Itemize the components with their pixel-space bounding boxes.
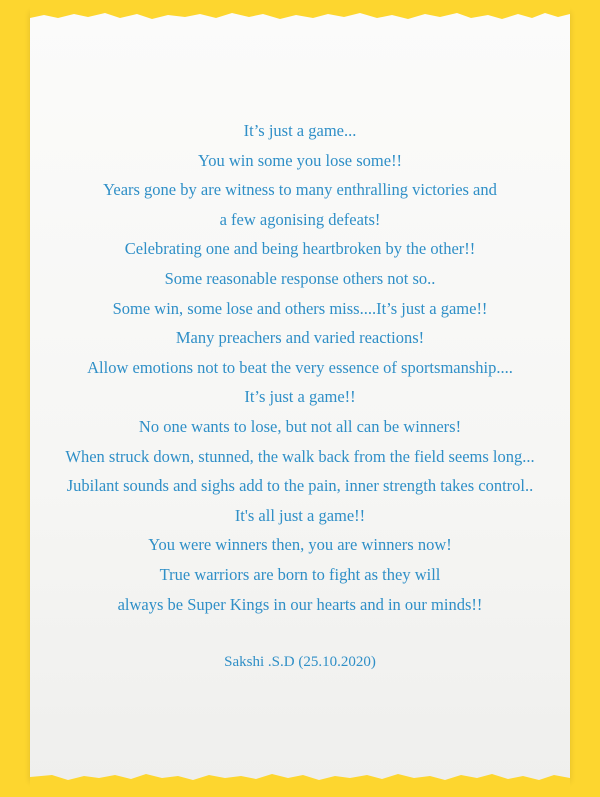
poem-line: a few agonising defeats!	[219, 209, 381, 229]
poem-signature: Sakshi .S.D (25.10.2020)	[224, 654, 376, 670]
poem-text	[30, 116, 570, 619]
poem-line: Allow emotions not to beat the very essence of sportsmanship....	[87, 357, 513, 377]
poem-line: Jubilant sounds and sighs add to the pain, inner strength takes control..	[66, 476, 534, 496]
poem-line: When struck down, stunned, the walk back from the field seems long...	[65, 446, 535, 466]
poem-line: It's all just a game!!	[234, 505, 366, 525]
poem-line: Some reasonable response others not so..	[164, 268, 436, 288]
poem-line: Years gone by are witness to many enthralling victories and	[103, 180, 497, 200]
poem-line: You win some you lose some!!	[197, 150, 403, 170]
poem-line: You were winners then, you are winners now!	[148, 535, 452, 555]
poem-line: True warriors are born to fight as they will	[159, 564, 441, 584]
poem-line: always be Super Kings in our hearts and in our minds!!	[117, 594, 483, 614]
poem-line: It’s just a game...	[243, 121, 357, 140]
torn-paper-note	[30, 12, 570, 782]
poem-line: Many preachers and varied reactions!	[175, 328, 425, 348]
torn-top-edge	[30, 6, 570, 28]
poem-line: Celebrating one and being heartbroken by the other!!	[124, 239, 476, 259]
poem-line: Some win, some lose and others miss....It’s just a game!!	[112, 298, 488, 318]
poem-line: No one wants to lose, but not all can be winners!	[138, 416, 462, 436]
poem-line: It’s just a game!!	[244, 387, 356, 407]
torn-bottom-edge	[30, 766, 570, 788]
